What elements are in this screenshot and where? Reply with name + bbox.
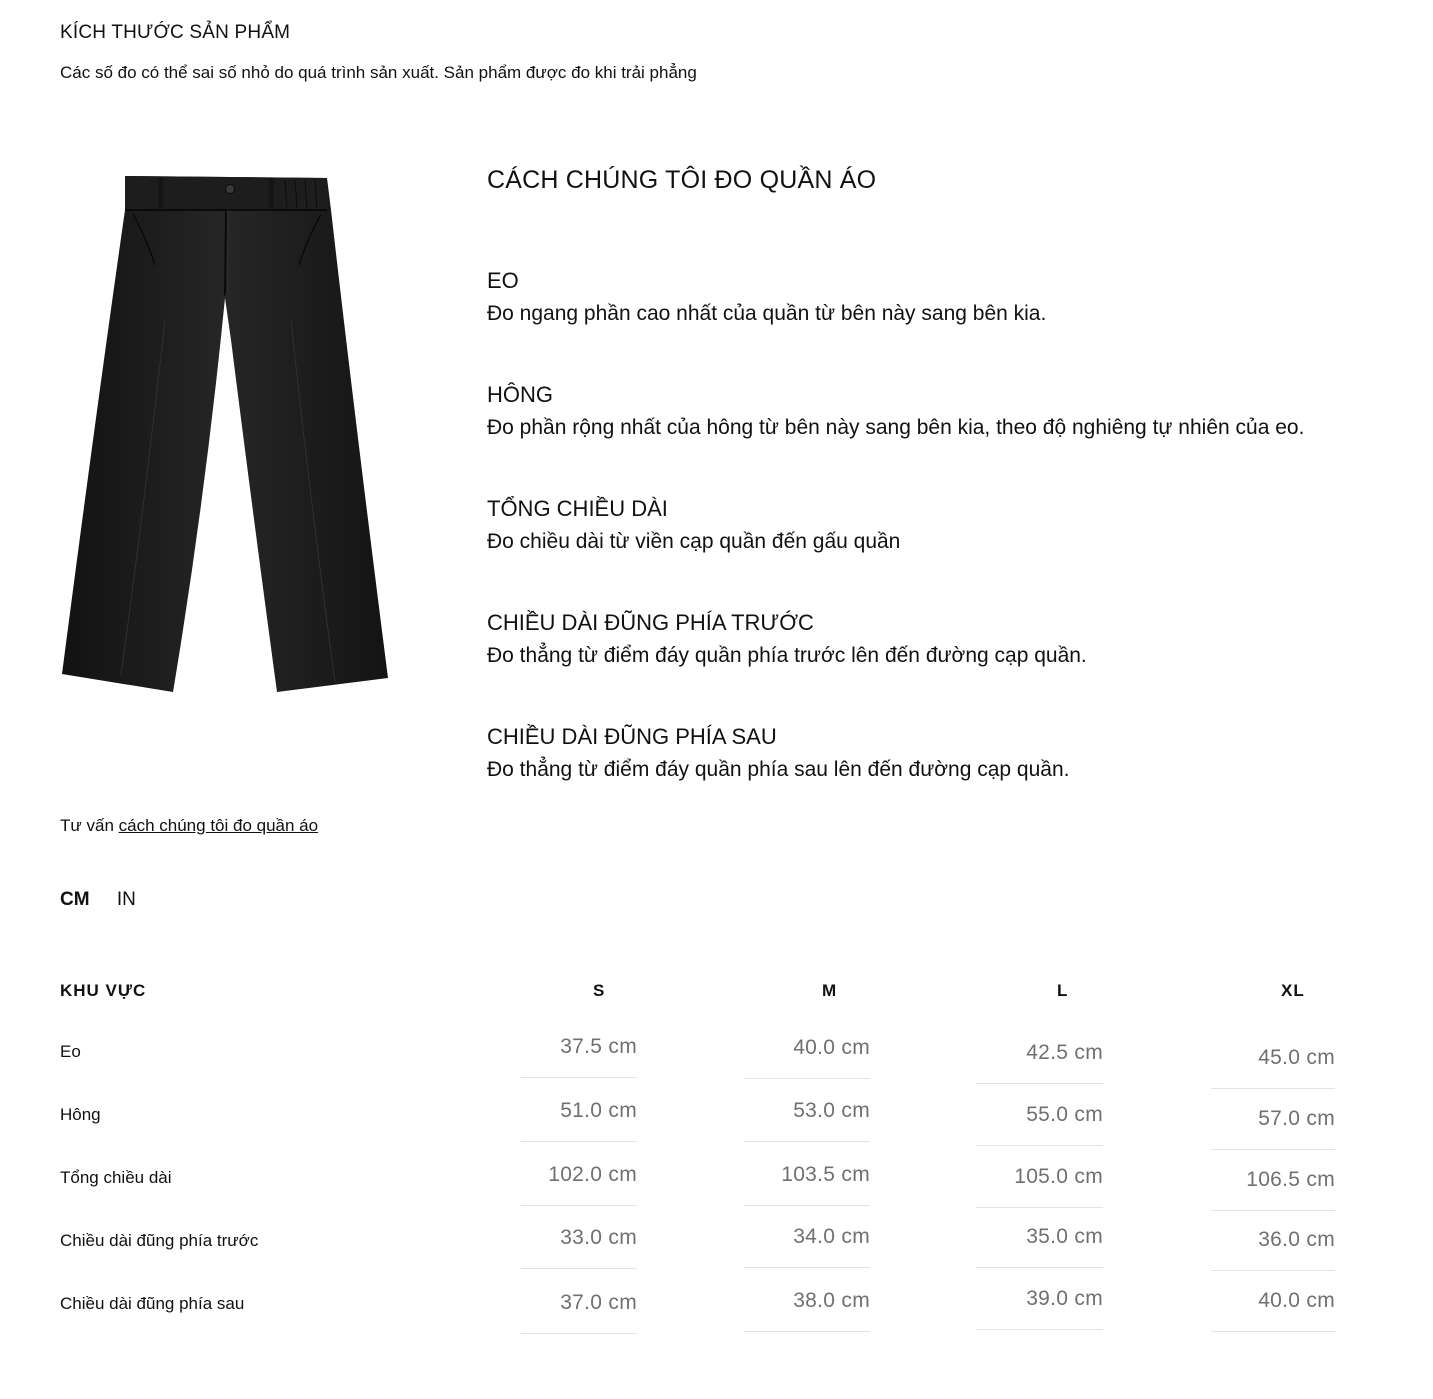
table-cell: 34.0 cm bbox=[744, 1206, 870, 1268]
unit-cm-button[interactable]: CM bbox=[60, 889, 90, 910]
measure-description: Đo ngang phần cao nhất của quần từ bên này sang bên kia. bbox=[487, 302, 1047, 325]
row-label-back-rise: Chiều dài đũng phía sau bbox=[60, 1294, 245, 1313]
table-cell: 36.0 cm bbox=[1211, 1209, 1335, 1271]
pants-illustration bbox=[55, 170, 395, 700]
row-label-hip: Hông bbox=[60, 1105, 101, 1124]
row-label-front-rise: Chiều dài đũng phía trước bbox=[60, 1231, 259, 1250]
measure-name: CHIỀU DÀI ĐŨNG PHÍA SAU bbox=[487, 724, 777, 749]
unit-toggle bbox=[60, 889, 158, 911]
measure-item-back-rise bbox=[487, 722, 1417, 836]
table-cell: 103.5 cm bbox=[744, 1144, 870, 1206]
table-cell: 40.0 cm bbox=[744, 1017, 870, 1079]
measure-name: EO bbox=[487, 268, 519, 293]
table-cell: 40.0 cm bbox=[1211, 1270, 1335, 1332]
unit-in-button[interactable]: IN bbox=[116, 889, 136, 910]
table-cell: 33.0 cm bbox=[521, 1207, 637, 1269]
table-header-size-m: M bbox=[822, 981, 838, 1000]
product-image bbox=[55, 170, 395, 700]
measure-name: HÔNG bbox=[487, 382, 553, 407]
measure-name: CHIỀU DÀI ĐŨNG PHÍA TRƯỚC bbox=[487, 610, 814, 635]
table-cell: 102.0 cm bbox=[521, 1144, 637, 1206]
table-cell: 106.5 cm bbox=[1211, 1149, 1335, 1211]
guide-title: CÁCH CHÚNG TÔI ĐO QUẦN ÁO bbox=[487, 166, 877, 194]
table-cell: 37.0 cm bbox=[521, 1272, 637, 1334]
table-header-size-xl: XL bbox=[1281, 981, 1305, 1000]
table-cell: 51.0 cm bbox=[521, 1080, 637, 1142]
measure-name: TỔNG CHIỀU DÀI bbox=[487, 496, 668, 521]
table-cell: 35.0 cm bbox=[976, 1206, 1103, 1268]
table-cell: 38.0 cm bbox=[744, 1270, 870, 1332]
advice-prefix: Tư vấn bbox=[60, 816, 114, 835]
table-header-size-s: S bbox=[593, 981, 606, 1000]
page-note: Các số đo có thể sai số nhỏ do quá trình sản xuất. Sản phẩm được đo khi trải phẳng bbox=[60, 63, 697, 82]
table-cell: 42.5 cm bbox=[976, 1022, 1103, 1084]
measure-description: Đo phần rộng nhất của hông từ bên này sang bên kia, theo độ nghiêng tự nhiên của eo. bbox=[487, 416, 1305, 439]
table-cell: 55.0 cm bbox=[976, 1084, 1103, 1146]
row-label-waist: Eo bbox=[60, 1042, 81, 1061]
measure-guide-link[interactable]: cách chúng tôi đo quần áo bbox=[118, 816, 319, 835]
table-header-size-l: L bbox=[1057, 981, 1069, 1000]
measure-description: Đo thẳng từ điểm đáy quần phía trước lên đến đường cạp quần. bbox=[487, 644, 1087, 667]
table-cell: 105.0 cm bbox=[976, 1146, 1103, 1208]
table-cell: 37.5 cm bbox=[521, 1016, 637, 1078]
measure-item-waist bbox=[487, 266, 1417, 380]
measure-description: Đo thẳng từ điểm đáy quần phía sau lên đến đường cạp quần. bbox=[487, 758, 1070, 781]
row-label-total-length: Tổng chiều dài bbox=[60, 1168, 172, 1187]
measure-advice bbox=[60, 816, 318, 836]
measure-item-total-length bbox=[487, 494, 1417, 608]
measure-item-front-rise bbox=[487, 608, 1417, 722]
table-header-area: KHU VỰC bbox=[60, 981, 147, 1000]
measure-description: Đo chiều dài từ viền cạp quần đến gấu quần bbox=[487, 530, 901, 553]
measure-item-hip bbox=[487, 380, 1417, 494]
measurement-guide bbox=[487, 166, 1417, 836]
table-cell: 57.0 cm bbox=[1211, 1088, 1335, 1150]
table-cell: 45.0 cm bbox=[1211, 1027, 1335, 1089]
table-cell: 39.0 cm bbox=[976, 1268, 1103, 1330]
table-cell: 53.0 cm bbox=[744, 1080, 870, 1142]
page-title: KÍCH THƯỚC SẢN PHẨM bbox=[60, 22, 291, 43]
